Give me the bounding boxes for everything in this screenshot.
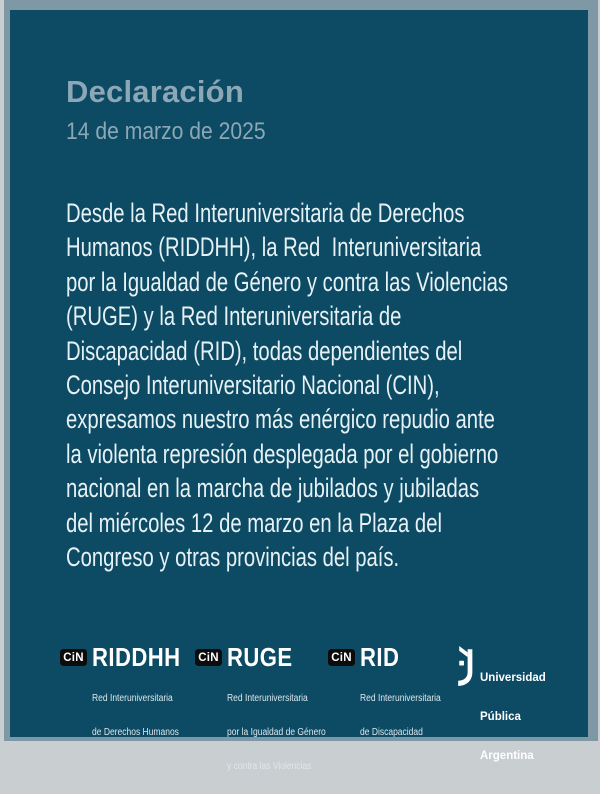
body-line: (RUGE) y la Red Interuniversitaria de	[66, 301, 402, 332]
body-line: nacional en la marcha de jubilados y jubiladas	[66, 473, 480, 504]
upa-name-line: Argentina	[480, 750, 534, 762]
body-line: Humanos (RIDDHH), la Red Interuniversitaria	[66, 232, 482, 263]
cin-badge-icon: CiN	[60, 649, 87, 666]
upa-name-line: Universidad	[480, 672, 546, 684]
body-line: del miércoles 12 de marzo en la Plaza del	[66, 507, 442, 538]
riddhh-logo	[60, 642, 196, 761]
body-line: Desde la Red Interuniversitaria de Derechos	[66, 198, 465, 228]
rid-subtitle-line: Red Interuniversitaria	[360, 693, 441, 705]
body-line: Congreso y otras provincias del país.	[66, 542, 400, 573]
page-title: Declaración	[66, 74, 244, 109]
universidad-publica-argentina-logo	[457, 644, 546, 789]
body-line: la violenta represión desplegada por el gobierno	[66, 438, 499, 469]
ruge-subtitle-line: Red Interuniversitaria	[227, 693, 308, 705]
riddhh-subtitle-line: Red Interuniversitaria	[92, 693, 173, 705]
ruge-subtitle-line: y contra las Violencias	[227, 760, 312, 772]
universidad-publica-argentina-logo-icon	[457, 645, 473, 789]
declaration-body	[66, 196, 508, 574]
declaration-date: 14 de marzo de 2025	[66, 118, 266, 145]
upa-name-line: Pública	[480, 711, 521, 723]
body-line: expresamos nuestro más enérgico repudio ante	[66, 404, 495, 435]
body-line: por la Igualdad de Género y contra las Violencias	[66, 266, 509, 297]
declaration-card	[10, 10, 588, 772]
body-line: Consejo Interuniversitario Nacional (CIN),	[66, 370, 440, 401]
ruge-logo	[195, 642, 343, 794]
riddhh-subtitle-line: de Derechos Humanos	[92, 727, 179, 739]
rid-logo	[328, 642, 455, 761]
ruge-subtitle-line: por la Igualdad de Género	[227, 727, 326, 739]
rid-subtitle-line: de Discapacidad	[360, 727, 423, 739]
rid-acronym: RID	[360, 642, 400, 672]
riddhh-acronym: RIDDHH	[92, 642, 181, 672]
logo-strip	[10, 642, 588, 772]
cin-badge-icon: CiN	[195, 649, 222, 666]
ruge-acronym: RUGE	[227, 642, 293, 672]
body-line: Discapacidad (RID), todas dependientes del	[66, 335, 463, 366]
cin-badge-icon: CiN	[328, 649, 355, 666]
